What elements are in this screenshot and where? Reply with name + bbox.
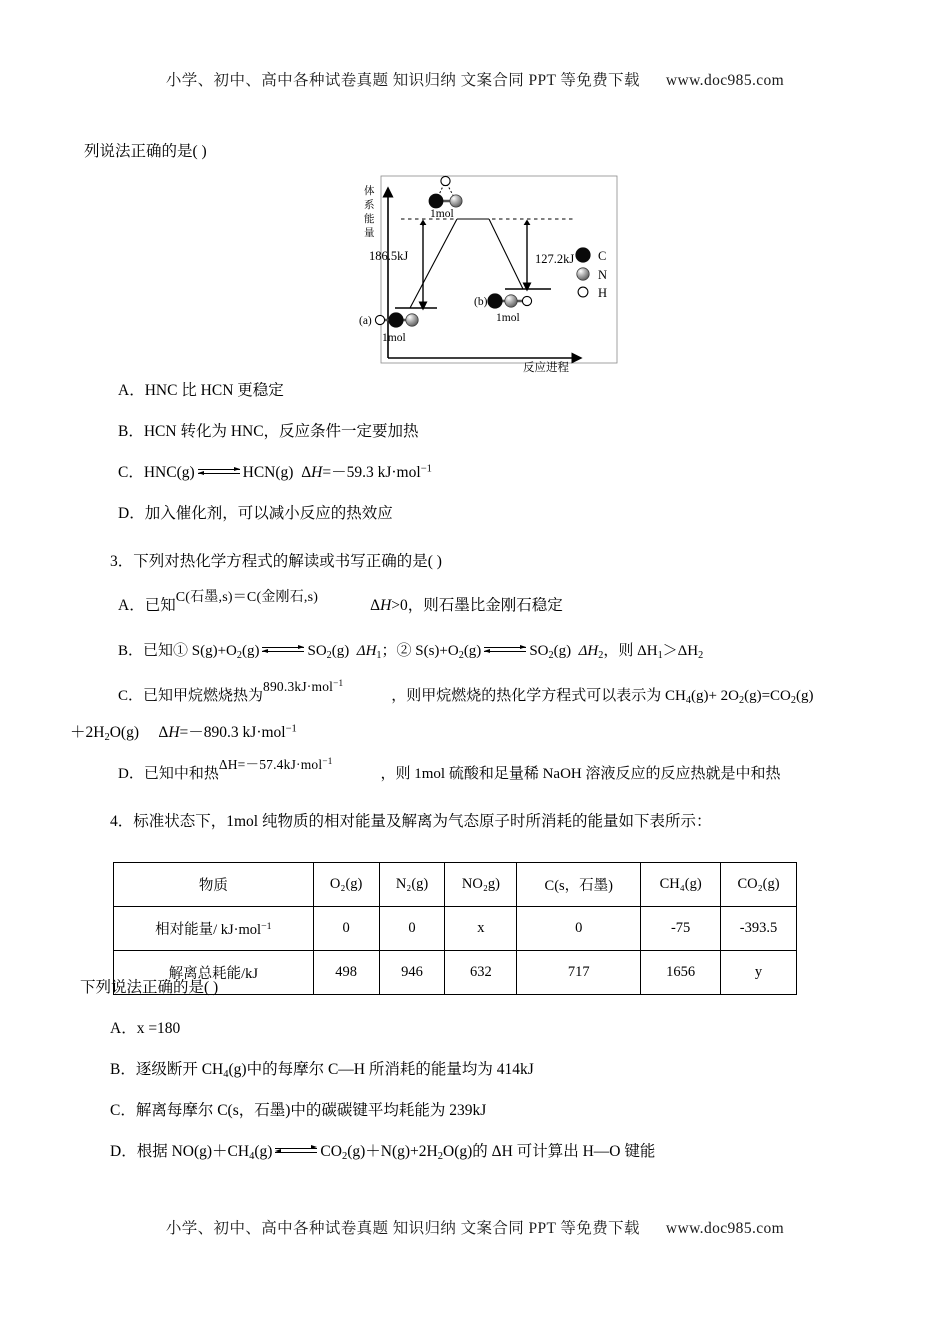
option-b-dh1: ΔH	[356, 643, 377, 660]
legend-atom-h-icon	[578, 287, 588, 297]
cell-relative-energy-o2: 0	[313, 907, 379, 951]
cell-relative-energy-ch4: -75	[641, 907, 721, 951]
legend-label-c: C	[598, 249, 607, 263]
option-c3-rest: ，则甲烷燃烧的热化学方程式可以表示为 CH	[391, 688, 686, 705]
option-d4-h2o-sub: 2	[437, 1150, 444, 1162]
y-axis-label-char-4: 量	[364, 227, 375, 239]
atom-h-icon	[522, 296, 531, 305]
transition-state-molecule	[429, 176, 463, 220]
reverse-barrier-label: 127.2kJ	[535, 252, 575, 266]
option-b-product1: SO	[307, 643, 327, 660]
atom-h-icon	[375, 315, 384, 324]
properties-table-body	[114, 863, 797, 995]
option-c3-ch4-sub: 4	[685, 695, 691, 707]
equilibrium-arrow-icon	[198, 466, 240, 478]
option-c3-rest2: (g)+ 2O	[690, 688, 739, 705]
properties-table-wrapper	[113, 862, 797, 995]
option-c-exponent: −1	[420, 463, 432, 475]
option-d4-co2-sub: 2	[341, 1150, 348, 1162]
y-axis-label-char-2: 系	[364, 199, 375, 211]
product-molecule-b	[474, 293, 532, 324]
legend-atom-n-icon	[577, 268, 589, 280]
option-a-delta: Δ	[370, 597, 381, 615]
legend-label-n: N	[598, 268, 608, 282]
option-b-tail-sub1: 1	[657, 649, 663, 661]
option-b-so2-sub2: 2	[548, 649, 554, 661]
table-header-no: NO₂g)	[445, 863, 517, 907]
reactant-amount: 1mol	[382, 332, 406, 344]
option-b-state2: (g)	[331, 643, 350, 660]
option-b-tail: ，则 ΔH	[603, 643, 658, 660]
option-d4-product: CO	[320, 1142, 342, 1160]
option-d3-value	[219, 755, 333, 776]
option-a-formula: C(石墨,s)＝C(金刚石,s)	[175, 590, 319, 606]
option-a-enthalpy-symbol: H	[380, 597, 392, 615]
option-c3-cont-value: =－890.3 kJ·mol	[179, 723, 286, 741]
option-c-value: =－59.3 kJ·mol	[322, 464, 421, 482]
question-2-stem: 列说法正确的是( )	[84, 143, 207, 160]
question-4-option-b	[84, 1058, 874, 1082]
option-b-state3: (g)	[463, 643, 482, 660]
option-c3-cont-enthalpy-symbol: H	[168, 723, 180, 741]
option-c3-cont-prefix: ＋2H	[70, 723, 105, 741]
option-b-dh2: ΔH	[578, 643, 599, 660]
question-4-sub-stem: 下列说法正确的是( )	[80, 978, 219, 996]
question-4-option-d	[84, 1140, 874, 1164]
question-3-option-c-continued	[70, 721, 874, 745]
question-3-option-a	[84, 590, 874, 618]
question-2-option-b: B．HCN 转化为 HNC，反应条件一定要加热	[118, 423, 419, 441]
table-row-header	[114, 863, 797, 907]
option-c3-heat-value	[263, 677, 343, 698]
table-header-o2: O₂(g)	[313, 863, 379, 907]
footer-watermark-text: 小学、初中、高中各种试卷真题 知识归纳 文案合同 PPT 等免费下载	[165, 1220, 640, 1237]
atom-n-icon	[505, 295, 517, 307]
option-c3-heat-exponent: −1	[333, 678, 344, 689]
option-c-prefix: C．HNC(g)	[118, 464, 195, 482]
atom-c-icon	[388, 312, 403, 327]
question-2-option-c	[84, 461, 874, 485]
option-a-prefix: A．已知	[118, 597, 176, 615]
footer-watermark-url: www.doc985.com	[665, 1220, 785, 1237]
equilibrium-arrow-icon	[275, 1145, 317, 1157]
option-b-state4: (g)	[553, 643, 572, 660]
option-d3-prefix: D．已知中和热	[118, 765, 219, 782]
question-2-option-a: A．HNC 比 HCN 更稳定	[118, 382, 284, 400]
table-header-co2: CO₂(g)	[721, 863, 797, 907]
footer-watermark	[0, 1216, 950, 1238]
option-b-state1: (g)	[241, 643, 260, 660]
transition-state-amount: 1mol	[430, 208, 454, 220]
x-axis-label: 反应进程	[523, 362, 569, 373]
option-c3-rest3: (g)=CO	[744, 688, 791, 705]
option-c-delta: Δ	[301, 464, 312, 482]
header-watermark-text: 小学、初中、高中各种试卷真题 知识归纳 文案合同 PPT 等免费下载	[165, 72, 640, 89]
option-b-o2-sub2: 2	[458, 649, 464, 661]
option-c3-prefix: C．已知甲烷燃烧热为	[118, 688, 264, 705]
table-row-dissociation-energy	[114, 951, 797, 995]
atom-n-icon	[450, 195, 462, 207]
legend-label-h: H	[598, 286, 608, 300]
question-2-option-d: D．加入催化剂，可以减小反应的热效应	[118, 505, 393, 523]
question-3-stem: 3．下列对热化学方程式的解读或书写正确的是( )	[110, 553, 442, 571]
option-b-tail-mid: ＞ΔH	[662, 643, 699, 660]
option-b-tail-sub2: 2	[698, 649, 704, 661]
table-header-ch4: CH₄(g)	[641, 863, 721, 907]
option-d3-value-exponent: −1	[322, 755, 333, 766]
table-header-c-graphite: C(s，石墨)	[517, 863, 641, 907]
option-b4-prefix: B．逐级断开 CH	[110, 1060, 224, 1078]
properties-table	[113, 862, 797, 995]
option-d4-state: (g)	[254, 1142, 273, 1160]
cell-relative-energy-c: 0	[517, 907, 641, 951]
option-b-so2-sub: 2	[326, 649, 332, 661]
question-4-option-a: A．x =180	[110, 1019, 181, 1037]
question-4-stem: 4．标准状态下，1mol 纯物质的相对能量及解离为气态原子时所消耗的能量如下表所示：	[110, 812, 712, 830]
question-3-option-b	[84, 640, 874, 663]
table-row-label-dissociation: 解离总耗能/kJ	[114, 951, 314, 995]
y-axis-label-char-1: 体	[364, 185, 375, 197]
header-watermark-url: www.doc985.com	[665, 72, 785, 89]
relative-energy-text: 相对能量/ kJ·mol	[155, 922, 262, 938]
header-watermark	[0, 68, 950, 90]
cell-dissociation-n2: 946	[379, 951, 445, 995]
option-b4-rest: (g)中的每摩尔 C—H 所消耗的能量均为 414kJ	[228, 1060, 534, 1078]
cell-dissociation-ch4: 1656	[641, 951, 721, 995]
option-b-dh1-sub: 1	[376, 649, 382, 661]
option-b-product2: SO	[529, 643, 549, 660]
option-d4-prefix: D．根据 NO(g)＋CH	[110, 1142, 250, 1160]
equilibrium-arrow-icon	[262, 644, 304, 656]
table-row-relative-energy	[114, 907, 797, 951]
atom-c-icon	[429, 194, 444, 209]
cell-dissociation-o2: 498	[313, 951, 379, 995]
cell-relative-energy-co2: -393.5	[721, 907, 797, 951]
reactant-label: (a)	[359, 315, 372, 327]
atom-h-icon	[441, 176, 450, 185]
option-d3-rest: ，则 1mol 硫酸和足量稀 NaOH 溶液反应的反应热就是中和热	[380, 765, 781, 782]
option-c-enthalpy-symbol: H	[311, 464, 323, 482]
option-c3-co2-sub: 2	[790, 695, 796, 707]
cell-dissociation-c: 717	[517, 951, 641, 995]
option-d4-ch4-sub: 4	[249, 1150, 255, 1162]
energy-profile-diagram	[355, 168, 620, 373]
cell-relative-energy-no: x	[445, 907, 517, 951]
option-d4-tail: O(g)的 ΔH 可计算出 H—O 键能	[443, 1142, 656, 1160]
option-c3-heat-number: 890.3kJ·mol	[263, 679, 334, 695]
option-d4-product-mid: (g)＋N(g)+2H	[347, 1142, 438, 1160]
option-b4-ch4-sub: 4	[223, 1068, 229, 1080]
figure-legend	[575, 247, 607, 300]
product-label: (b)	[474, 296, 488, 308]
option-b-dh2-sub: 2	[598, 649, 604, 661]
option-c3-rest4: (g)	[795, 688, 814, 705]
option-b-prefix: B．已知① S(g)+O	[118, 643, 237, 660]
cell-dissociation-co2: y	[721, 951, 797, 995]
y-axis-label-char-3: 能	[364, 213, 375, 225]
option-b-o2-sub: 2	[236, 649, 242, 661]
question-4-option-c: C．解离每摩尔 C(s，石墨)中的碳碳键平均耗能为 239kJ	[110, 1101, 487, 1119]
question-3-option-d	[84, 755, 874, 786]
cell-relative-energy-n2: 0	[379, 907, 445, 951]
table-header-label: 物质	[114, 863, 314, 907]
legend-atom-c-icon	[575, 247, 590, 262]
option-c3-cont-exponent: −1	[285, 723, 297, 735]
equilibrium-arrow-icon	[484, 644, 526, 656]
question-3-option-c	[84, 678, 874, 708]
table-header-n2: N₂(g)	[379, 863, 445, 907]
option-a-rest: >0，则石墨比金刚石稳定	[391, 597, 563, 615]
atom-c-icon	[487, 293, 502, 308]
option-c3-o2-sub: 2	[739, 695, 745, 707]
product-amount: 1mol	[496, 312, 520, 324]
relative-energy-exponent: −1	[261, 920, 272, 932]
option-d3-value-number: ΔH=－57.4kJ·mol	[218, 756, 323, 772]
forward-barrier-label: 186.5kJ	[369, 249, 409, 263]
option-c-product: HCN(g)	[242, 464, 294, 482]
cell-dissociation-no: 632	[445, 951, 517, 995]
option-c3-cont-h2o-sub: 2	[104, 731, 110, 743]
table-row-label-relative-energy	[114, 907, 314, 951]
option-c3-cont-mid: O(g) Δ	[109, 723, 169, 741]
atom-n-icon	[406, 314, 418, 326]
option-b-sep: ；② S(s)+O	[381, 643, 459, 660]
